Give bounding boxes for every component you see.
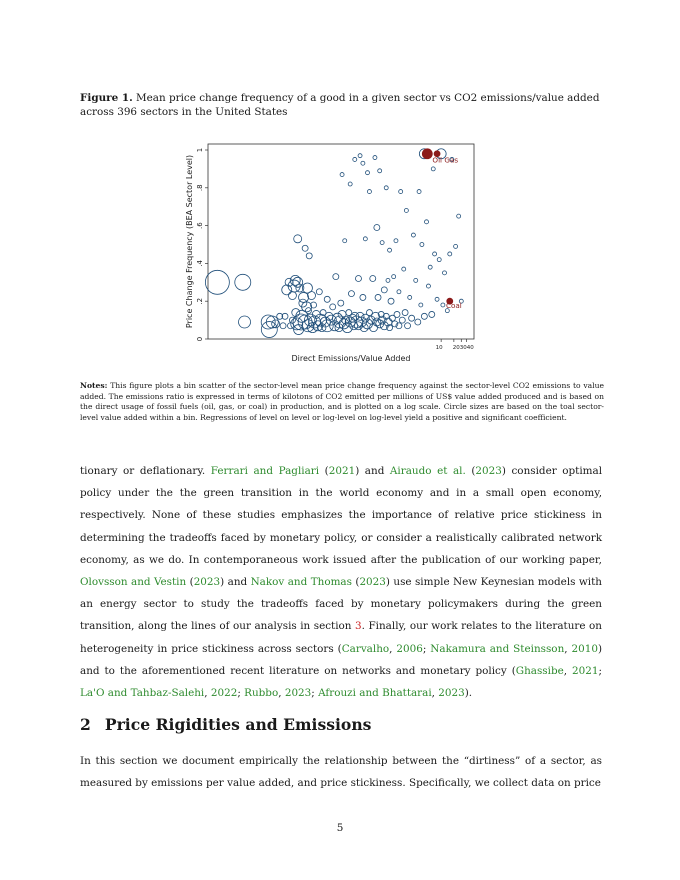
citation-link[interactable]: Carvalho — [341, 642, 390, 655]
data-point — [388, 298, 394, 304]
citation-year-link[interactable]: 2023 — [284, 687, 312, 700]
citation-year-link[interactable]: 2023 — [475, 465, 502, 477]
data-point — [384, 186, 388, 190]
text-run: , — [564, 642, 572, 655]
text-run: tionary or deflationary. — [80, 465, 211, 477]
data-point — [353, 157, 357, 161]
data-point — [399, 317, 405, 323]
text-run: ; — [422, 642, 431, 655]
annotation-label: Oil Gas — [432, 155, 459, 165]
data-point — [348, 182, 352, 186]
body-paragraph — [80, 460, 602, 704]
text-run: , — [563, 664, 573, 677]
citation-link[interactable]: Nakov and Thomas — [250, 576, 352, 589]
figure-label: Figure 1. — [80, 92, 133, 104]
text-run: ) use simple New Keynesian models with an energy sector to study the tradeoffs faced by monetary policymakers during the green transition, along the lines of our analysis in section — [80, 576, 602, 633]
data-point — [421, 313, 427, 319]
data-point — [293, 277, 303, 287]
y-tick-label: 0 — [196, 336, 204, 342]
text-run: , — [431, 687, 439, 700]
text-run: ). — [464, 687, 473, 700]
text-run: ( — [465, 465, 476, 477]
text-run: ; — [237, 687, 245, 700]
data-point — [235, 274, 251, 290]
y-tick-label: .2 — [196, 297, 204, 305]
text-run: ) and to the aforementioned recent literature on networks and monetary policy ( — [80, 642, 603, 677]
data-point — [441, 303, 445, 307]
citation-year-link[interactable]: 2022 — [210, 687, 238, 700]
section-title: Price Rigidities and Emissions — [104, 715, 372, 734]
data-point — [433, 252, 437, 256]
data-point — [343, 239, 347, 243]
data-point — [375, 294, 381, 300]
data-point — [205, 270, 229, 294]
data-point — [316, 289, 322, 295]
data-point — [365, 171, 369, 175]
data-point — [437, 258, 441, 262]
citation-link[interactable]: Nakamura and Steinsson — [430, 642, 565, 655]
text-run: , — [204, 687, 211, 700]
x-tick-label: 203040 — [452, 345, 474, 351]
citation-year-link[interactable]: 2023 — [359, 576, 386, 589]
x-axis-label: Direct Emissions/Value Added — [291, 354, 411, 363]
figure-caption-text: Mean price change frequency of a good in a given sector vs CO2 emissions/value added across 396 sectors in the United States — [80, 92, 600, 118]
citation-year-link[interactable]: 2006 — [396, 642, 423, 655]
data-point — [306, 253, 312, 259]
body-paragraph-2: In this section we document empirically the relationship between the “dirtiness” of a sector, as measured by emissions per value added, and price stickiness. Specifically, we collect data on price — [80, 755, 602, 790]
data-point — [305, 308, 311, 314]
data-point — [388, 248, 392, 252]
citation-year-link[interactable]: 2023 — [438, 687, 465, 700]
data-point — [355, 276, 361, 282]
data-point — [417, 190, 421, 194]
text-run: , — [389, 642, 397, 655]
data-point — [415, 319, 421, 325]
data-point — [435, 297, 439, 301]
data-point — [361, 161, 365, 165]
x-tick-label: 10 — [435, 345, 443, 351]
text-run: ( — [319, 465, 329, 477]
figure-caption — [80, 91, 604, 119]
highlighted-point — [422, 149, 432, 159]
data-point — [428, 265, 432, 269]
data-point — [392, 275, 396, 279]
text-run: ; — [598, 664, 602, 677]
citation-link[interactable]: Afrouzi and Bhattarai — [318, 687, 432, 700]
data-point — [431, 167, 435, 171]
notes-text: This figure plots a bin scatter of the sector-level mean price change frequency against the sector-level CO2 emissions to value added. The emissions ratio is expressed in terms of kilotons of CO2 emitted per millions of US$ value added produced and is based on the direct usage of fossil fuels (oil, gas, or coal) in production, and is plotted on a log scale. Circle sizes are based on the toal sector-level value added within a bin. Regressions of level on level or log-level on log-level yield a positive and significant coefficient. — [80, 381, 604, 422]
text-run: ) and — [220, 576, 251, 589]
data-point — [426, 284, 430, 288]
data-point — [261, 322, 277, 338]
data-point — [373, 156, 377, 160]
annotation-label: Coal — [445, 301, 462, 311]
data-point — [374, 224, 380, 230]
data-point — [457, 214, 461, 218]
text-run: ) and — [355, 465, 390, 477]
text-run: ( — [186, 576, 194, 589]
data-point — [340, 173, 344, 177]
y-tick-label: .4 — [196, 260, 204, 267]
data-point — [454, 244, 458, 248]
notes-label: Notes: — [80, 381, 108, 390]
data-point — [378, 169, 382, 173]
data-point — [299, 292, 309, 302]
data-point — [381, 287, 387, 293]
y-axis-label: Price Change Frequency (BEA Sector Level) — [185, 154, 194, 329]
data-point — [360, 294, 366, 300]
data-point — [333, 274, 339, 280]
scatter-chart — [182, 138, 502, 370]
data-point — [308, 292, 316, 300]
data-point — [420, 243, 424, 247]
text-run: ; — [311, 687, 319, 700]
data-point — [419, 303, 423, 307]
data-point — [330, 304, 336, 310]
text-run: ( — [351, 576, 360, 589]
data-point — [411, 233, 415, 237]
page-number: 5 — [336, 822, 344, 834]
data-point — [358, 154, 362, 158]
data-point — [363, 237, 367, 241]
section-ref-link[interactable]: 3 — [355, 620, 362, 633]
data-point — [324, 296, 330, 302]
citation-link[interactable]: Airaudo et al. — [389, 465, 466, 477]
data-point — [414, 278, 418, 282]
citation-link[interactable]: Olovsson and Vestin — [80, 576, 187, 589]
data-point — [404, 208, 408, 212]
citation-link[interactable]: Rubbo — [244, 687, 279, 700]
figure-notes — [80, 381, 604, 423]
y-tick-label: 1 — [196, 147, 204, 153]
citation-link[interactable]: La'O and Tahbaz-Salehi — [80, 687, 205, 700]
data-point — [397, 290, 401, 294]
data-point — [373, 318, 381, 326]
section-heading — [80, 715, 371, 734]
data-point — [239, 316, 251, 328]
data-point — [405, 323, 411, 329]
data-point — [429, 311, 435, 317]
data-point — [302, 245, 308, 251]
citation-year-link[interactable]: 2023 — [193, 576, 221, 589]
citation-year-link[interactable]: 2021 — [572, 664, 599, 677]
data-point — [402, 310, 408, 316]
data-point — [348, 291, 354, 297]
citation-year-link[interactable]: 2010 — [571, 642, 598, 655]
text-run: . Finally, our work relates to the literature on heterogeneity in price stickiness across sectors ( — [80, 620, 603, 655]
y-tick-label: .6 — [196, 222, 204, 229]
section-number: 2 — [80, 715, 91, 734]
data-point — [402, 267, 406, 271]
data-point — [409, 315, 415, 321]
data-point — [280, 323, 286, 329]
citation-link[interactable]: Ghassibe — [515, 664, 564, 677]
data-point — [394, 239, 398, 243]
citation-year-link[interactable]: 2021 — [328, 465, 356, 477]
data-point — [349, 314, 357, 322]
data-point — [386, 278, 390, 282]
data-point — [367, 190, 371, 194]
data-point — [288, 292, 296, 300]
data-point — [408, 295, 412, 299]
data-point — [448, 252, 452, 256]
data-point — [366, 310, 372, 316]
data-point — [370, 276, 376, 282]
citation-link[interactable]: Ferrari and Pagliari — [210, 465, 320, 477]
data-point — [442, 271, 446, 275]
text-run: ) consider optimal policy under the the green transition in the world economy and in a small open economy, respectively. None of these studies emphasizes the importance of relative price stickiness in determining the tradeoffs faced by monetary policy, or consider a realistically calibrated network economy, as we do. In contemporaneous work issued after the publication of our working paper, — [80, 465, 603, 566]
data-point — [294, 235, 302, 243]
data-point — [425, 220, 429, 224]
data-point — [380, 241, 384, 245]
data-point — [338, 300, 344, 306]
text-run: , — [278, 687, 285, 700]
data-point — [394, 311, 400, 317]
data-point — [399, 190, 403, 194]
y-tick-label: .8 — [196, 184, 204, 192]
